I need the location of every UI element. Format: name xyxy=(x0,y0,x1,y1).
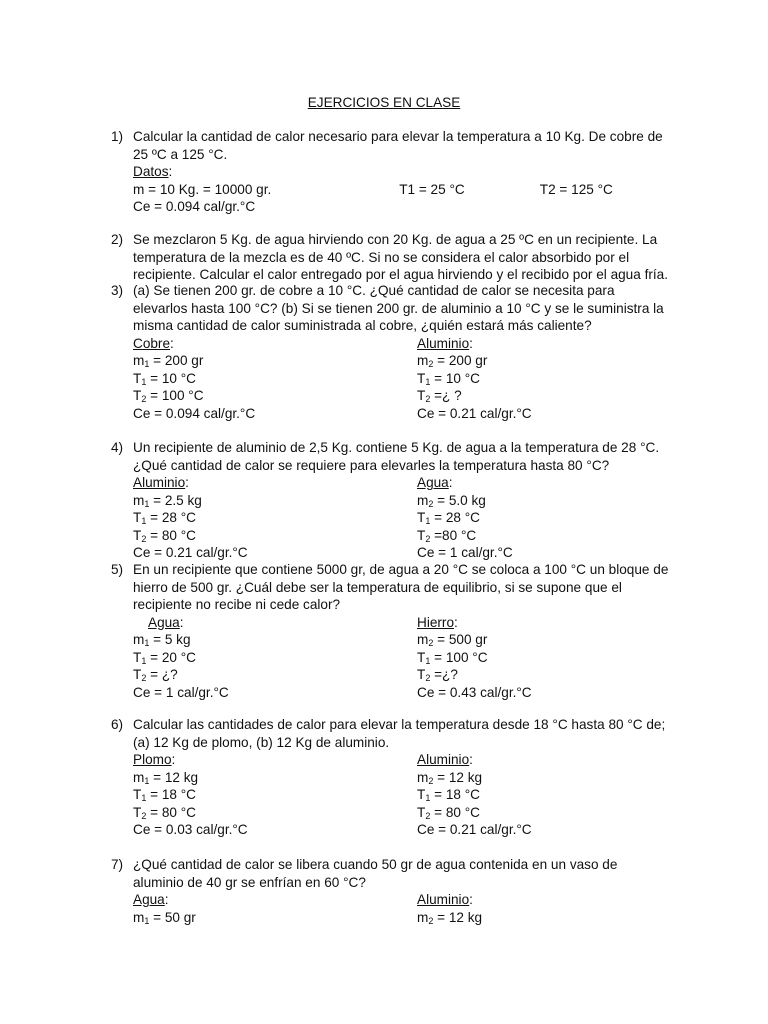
exercise-text: Un recipiente de aluminio de 2,5 Kg. contiene 5 Kg. de agua a la temperatura de 28 °C. ¿Qué cantidad de calor se requiere para elevarles la temperatura hasta 80 °C? xyxy=(133,440,660,473)
exercise-text: Calcular la cantidad de calor necesario para elevar la temperatura a 10 Kg. De cobre de 25 ºC a 125 °C. xyxy=(133,129,663,162)
data-column-left: Aluminio: $m_1 = 2.5$ kg $T_1 = 28$ °C $T_2 = 80$ °C Ce = 0.21 cal/gr.°C xyxy=(133,475,248,560)
exercise-number: 1) xyxy=(111,129,124,144)
data-column-left: Cobre: $m_1 = 200$ gr $T_1 = 10$ °C $T_2 = 100$ °C Ce = 0.094 cal/gr.°C xyxy=(133,335,256,421)
data-column-left: Agua: $m_1 = 5$ kg $T_1 = 20$ °C $T_2$ = ¿? Ce = 1 cal/gr.°C xyxy=(133,614,229,700)
exercise-number: 4) xyxy=(111,440,124,455)
exercise-6 xyxy=(111,716,671,839)
data-column-left: Agua: $m_1 = 50$ gr xyxy=(133,892,196,926)
exercise-text: Se mezclaron 5 Kg. de agua hirviendo con 20 Kg. de agua a 25 ºC en un recipiente. La temperatura de la mezcla es de 40 ºC. Si no se considera el calor absorbido por el recipiente. Calcular el calor entregado por el agua hirviendo y el recibido por el agua fría. xyxy=(133,232,669,282)
exercise-2 xyxy=(111,231,671,284)
data-column-right: Agua: $m_2 = 5.0$ kg $T_1 = 28$ °C $T_2 =80$ °C Ce = 1 cal/gr.°C xyxy=(417,475,513,560)
exercise-text: Calcular las cantidades de calor para elevar la temperatura desde 18 °C hasta 80 °C de; (a) 12 Kg de plomo, (b) 12 Kg de aluminio. xyxy=(133,717,666,750)
exercise-7 xyxy=(111,856,671,926)
datos-label: Datos xyxy=(133,164,169,179)
exercise-1: 1) Calcular la cantidad de calor necesario para elevar la temperatura a 10 Kg. De cobre de 25 ºC a 125 °C. Datos: m = 10 Kg. = 10000 gr. T1 = 25 °C T2 = 125 °C Ce = 0.094 cal/gr.°C xyxy=(111,128,671,216)
ce-value: Ce = 0.094 cal/gr.°C xyxy=(133,199,256,214)
data-column-right: Aluminio: $m_2 = 12$ kg xyxy=(417,892,483,926)
mass-value: m = 10 Kg. = 10000 gr. xyxy=(133,181,272,197)
data-column-right: Aluminio: $m_2 = 200$ gr $T_1 = 10$ °C $T_2$ =¿ ? Ce = 0.21 cal/gr.°C xyxy=(417,335,532,421)
exercise-4 xyxy=(111,439,671,562)
exercise-text: En un recipiente que contiene 5000 gr, de agua a 20 °C se coloca a 100 °C un bloque de hierro de 500 gr. ¿Cuál debe ser la temperatura de equilibrio, si se supone que el recipiente no recibe ni cede calor? xyxy=(133,562,669,612)
data-column-left: Plomo: $m_1 = 12$ kg $T_1 = 18$ °C $T_2 = 80$ °C Ce = 0.03 cal/gr.°C xyxy=(133,752,248,837)
t1-value: T1 = 25 °C xyxy=(399,181,465,197)
exercise-number: 6) xyxy=(111,717,124,732)
exercise-5 xyxy=(111,561,671,701)
exercise-number: 5) xyxy=(111,562,124,577)
exercise-3 xyxy=(111,282,671,422)
exercise-number: 3) xyxy=(111,283,124,298)
exercise-text: (a) Se tienen 200 gr. de cobre a 10 °C. ¿Qué cantidad de calor se necesita para elevarlos hasta 100 °C? (b) Si se tienen 200 gr. de aluminio a 10 °C y se le suministra la misma cantidad de calor suministrada al cobre, ¿quién estará más caliente? xyxy=(133,283,664,333)
data-column-right: Hierro: $m_2 = 500$ gr $T_1 = 100$ °C $T_2$ =¿? Ce = 0.43 cal/gr.°C xyxy=(417,614,532,700)
page-title: EJERCICIOS EN CLASE xyxy=(307,95,461,110)
exercise-number: 7) xyxy=(111,857,124,872)
exercise-text: ¿Qué cantidad de calor se libera cuando 50 gr de agua contenida en un vaso de aluminio de 40 gr se enfrían en 60 °C? xyxy=(133,857,618,890)
exercise-number: 2) xyxy=(111,232,124,247)
t2-value: T2 = 125 °C xyxy=(539,181,613,197)
data-column-right: Aluminio: $m_2 = 12$ kg $T_1 = 18$ °C $T_2 = 80$ °C Ce = 0.21 cal/gr.°C xyxy=(417,752,532,837)
